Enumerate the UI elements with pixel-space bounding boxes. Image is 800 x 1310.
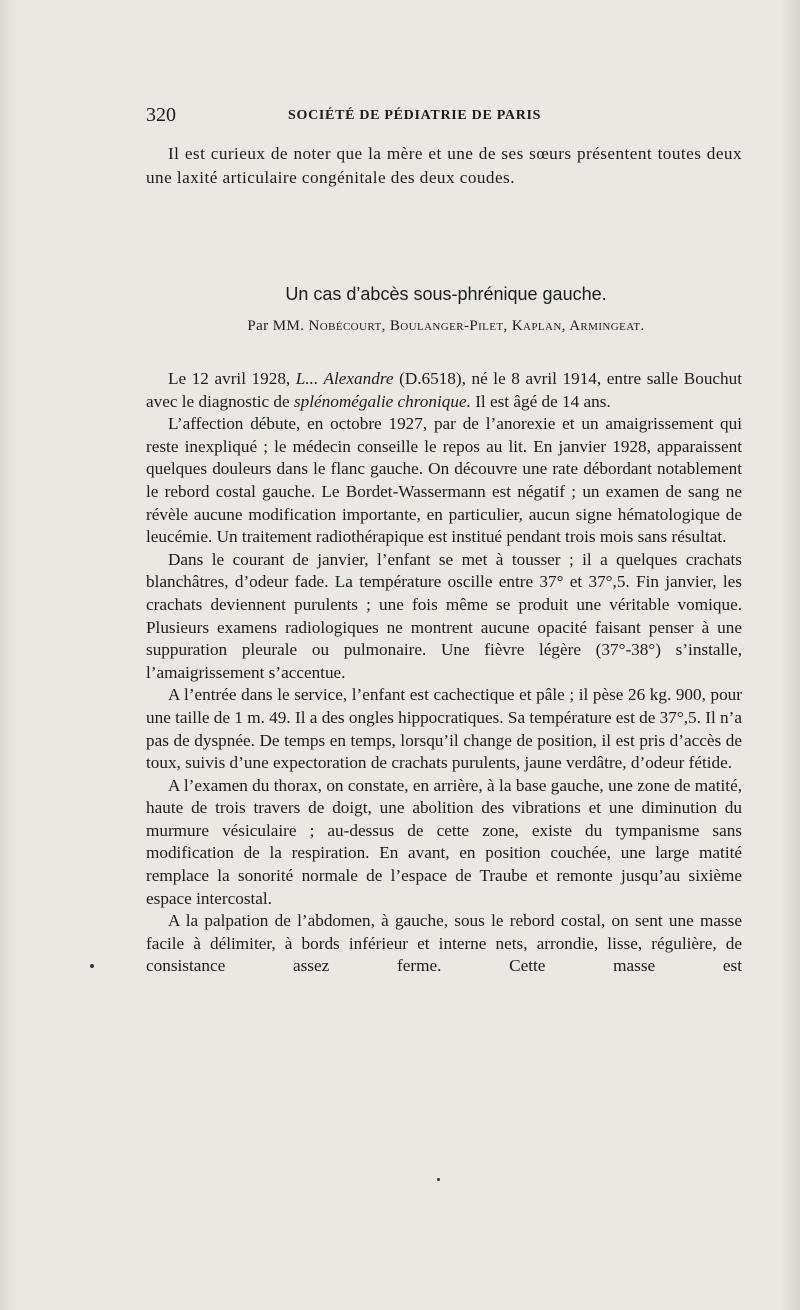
- paragraph-1: [146, 368, 742, 413]
- page-number: 320: [146, 104, 176, 126]
- p1-diagnosis: splénomégalie chronique.: [293, 391, 471, 411]
- paragraph-4: A l’entrée dans le service, l’enfant est cachectique et pâle ; il pèse 26 kg. 900, pour une taille de 1 m. 49. Il a des ongles hippocratiques. Sa température est de 37°,5. Il n’a pas de dyspnée. De temps en temps, lorsqu’il change de position, il est pris d’accès de toux, suivis d’une expectoration de crachats purulents, jaune verdâtre, d’odeur fétide.: [146, 685, 742, 773]
- margin-speck-2: [437, 1178, 440, 1181]
- paragraph-2: L’affection débute, en octobre 1927, par de l’anorexie et un amaigrissement qui reste inexpliqué ; le médecin conseille le repos au lit. En janvier 1928, apparaissent quelques douleurs dans le flanc gauche. On découvre une rate débordant notablement le rebord costal gauche. Le Bordet-Wassermann est négatif ; un examen de sang ne révèle aucune modification importante, en particulier, aucun signe hématologique de leucémie. Un traitement radiothérapique est institué pendant trois mois sans résultat.: [146, 414, 742, 547]
- paragraph-5: A l’examen du thorax, on constate, en arrière, à la base gauche, une zone de matité, haute de trois travers de doigt, une abolition des vibrations et une diminution du murmure vésiculaire ; au-dessus de cette zone, existe du tympanisme sans modification de la respiration. En avant, en position couchée, une large matité remplace la sonorité normale de l’espace de Traube et remonte jusqu’au sixième espace intercostal.: [146, 775, 742, 908]
- p1-patient-name: L... Alexandre: [295, 369, 394, 388]
- article-title: Un cas d’abcès sous-phrénique gauche.: [285, 284, 607, 304]
- authors-prefix: Par MM.: [247, 318, 305, 334]
- paragraph-3: Dans le courant de janvier, l’enfant se met à tousser ; il a quelques crachats blanchâtres, d’odeur fade. La température oscille entre 37° et 37°,5. Fin janvier, les crachats deviennent purulents ; une fois même se produit une véritable vomique. Plusieurs examens radiologiques ne montrent aucune opacité faisant penser à une suppuration pleurale ou pulmonaire. Une fièvre légère (37°-38°) s’installe, l’amaigrissement s’accentue.: [146, 549, 742, 682]
- article-body: [146, 368, 742, 978]
- p1-text-a: Le 12 avril 1928,: [168, 369, 296, 388]
- authors-names: Nobécourt, Boulanger-Pilet, Kaplan, Armingeat.: [308, 318, 645, 334]
- article-authors: [146, 318, 746, 335]
- p1-text-c: (D.6518), né le 8 avril 1914, entre salle Bouchut avec le diagnostic de: [146, 369, 743, 411]
- p1-text-e: Il est âgé de 14 ans.: [470, 391, 611, 411]
- margin-speck: [90, 964, 94, 968]
- intro-paragraph: Il est curieux de noter que la mère et une de ses sœurs présentent toutes deux une laxité articulaire congénitale des deux coudes.: [146, 144, 742, 187]
- running-head: SOCIÉTÉ DE PÉDIATRIE DE PARIS: [288, 108, 542, 123]
- intro-text-block: [146, 142, 742, 190]
- paragraph-6: A la palpation de l’abdomen, à gauche, sous le rebord costal, on sent une masse facile à délimiter, à bords inférieur et interne nets, arrondie, lisse, régulière, de consistance assez ferme. Cette masse est: [146, 911, 742, 976]
- page-header: [146, 104, 746, 130]
